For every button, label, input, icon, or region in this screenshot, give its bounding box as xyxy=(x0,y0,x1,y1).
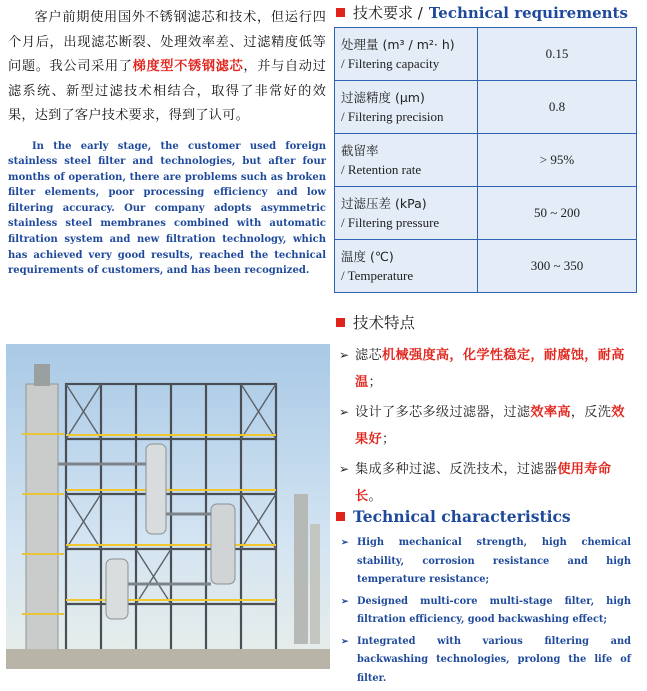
arrow-right-icon: ➢ xyxy=(339,405,350,419)
intro-en-text xyxy=(8,139,326,279)
feature-text: ； xyxy=(368,375,382,390)
spec-value: 0.8 xyxy=(478,81,637,134)
spec-key-cn: 处理量 (m³ / m²· h) xyxy=(341,37,455,52)
arrow-right-icon: ➢ xyxy=(341,636,349,647)
intro-cn-highlight: 梯度型不锈钢滤芯 xyxy=(132,59,244,74)
red-square-icon xyxy=(336,318,345,327)
refinery-photo xyxy=(6,344,330,669)
spec-key xyxy=(335,28,478,81)
arrow-right-icon: ➢ xyxy=(341,538,349,548)
intro-cn-part: 客户前期使用国外不锈钢滤芯和技术，但运行四个月后，出现滤芯断裂、处理效率差、过滤精度低等问题。我公司采用了 xyxy=(8,10,326,74)
red-square-icon xyxy=(336,512,345,521)
spec-key-en: / Filtering capacity xyxy=(341,56,440,71)
refinery-structure-image xyxy=(6,344,330,669)
list-item xyxy=(339,342,635,396)
list-item xyxy=(339,534,631,590)
arrow-right-icon: ➢ xyxy=(339,462,350,476)
intro-cn-part: ，并与自动过滤系统、新型过滤技术相结合，取得了非常好的效果，达到了客户技术要求，得到了认可。 xyxy=(8,59,326,123)
spec-key-cn: 过滤精度 (μm) xyxy=(341,90,425,105)
table-row xyxy=(335,28,637,81)
tech-requirements-heading xyxy=(336,2,628,23)
spec-key-cn: 截留率 xyxy=(341,143,379,158)
tech-requirements-title-en: Technical requirements xyxy=(428,3,628,22)
features-cn-title: 技术特点 xyxy=(353,314,416,332)
table-row xyxy=(335,134,637,187)
feature-highlight: 机械强度高，化学性稳定，耐腐蚀，耐高温 xyxy=(355,348,625,390)
spec-value: 300 ~ 350 xyxy=(478,240,637,293)
spec-key xyxy=(335,187,478,240)
spec-value: 50 ~ 200 xyxy=(478,187,637,240)
tech-requirements-table xyxy=(334,27,637,293)
arrow-right-icon: ➢ xyxy=(339,348,350,362)
feature-highlight: 使用寿命长 xyxy=(355,462,612,504)
spec-key-cn: 温度 (℃) xyxy=(341,249,394,264)
feature-en-text: Integrated with various filtering and backwashing technologies, prolong the life of filter. xyxy=(357,635,631,684)
spec-key-en: / Retention rate xyxy=(341,162,422,177)
spec-value: 0.15 xyxy=(478,28,637,81)
intro-cn-text xyxy=(8,6,326,129)
feature-text: ，反洗 xyxy=(570,405,612,420)
feature-highlight: 效果好 xyxy=(355,405,625,447)
feature-text: ； xyxy=(381,432,396,447)
spec-value: > 95% xyxy=(478,134,637,187)
feature-en-text: Designed multi-core multi-stage filter, high filtration efficiency, good backwashing effect; xyxy=(357,595,631,625)
feature-text: 集成多种过滤、反洗技术，过滤器 xyxy=(355,462,558,477)
feature-en-text: High mechanical strength, high chemical stability, corrosion resistance and high temperature resistance; xyxy=(357,537,631,585)
feature-text: 滤芯 xyxy=(355,348,382,363)
list-item xyxy=(339,456,635,510)
features-cn-heading xyxy=(336,311,415,333)
red-square-icon xyxy=(336,8,345,17)
features-en-heading xyxy=(336,507,571,526)
list-item xyxy=(339,593,631,630)
feature-text: 设计了多芯多级过滤器，过滤 xyxy=(355,405,531,420)
features-cn-list xyxy=(339,342,635,513)
features-en-list xyxy=(339,534,631,691)
spec-key-cn: 过滤压差 (kPa) xyxy=(341,196,427,211)
spec-key-en: / Filtering pressure xyxy=(341,215,440,230)
arrow-right-icon: ➢ xyxy=(341,596,349,607)
spec-key xyxy=(335,134,478,187)
spec-key xyxy=(335,240,478,293)
table-row xyxy=(335,240,637,293)
intro-en-body: In the early stage, the customer used foreign stainless steel filter and technologies, but after four months of operation, there are problems such as broken filter elements, poor processing efficiency and low filtering accuracy. Our company adopts asymmetric stainless steel membranes combined with automatic filtration system and new filtration technology, which has achieved very good results, reached the technical requirements of customers, and has been recognized. xyxy=(8,140,326,277)
list-item xyxy=(339,633,631,689)
features-en-title: Technical characteristics xyxy=(353,507,571,526)
spec-key-en: / Temperature xyxy=(341,268,414,283)
spec-key-en: / Filtering precision xyxy=(341,109,444,124)
table-row xyxy=(335,81,637,134)
feature-highlight: 效率高 xyxy=(530,405,571,420)
table-row xyxy=(335,187,637,240)
spec-key xyxy=(335,81,478,134)
feature-text: 。 xyxy=(368,489,382,504)
tech-requirements-title-cn: 技术要求 / xyxy=(353,4,423,22)
intro-section xyxy=(8,6,326,279)
list-item xyxy=(339,399,635,453)
